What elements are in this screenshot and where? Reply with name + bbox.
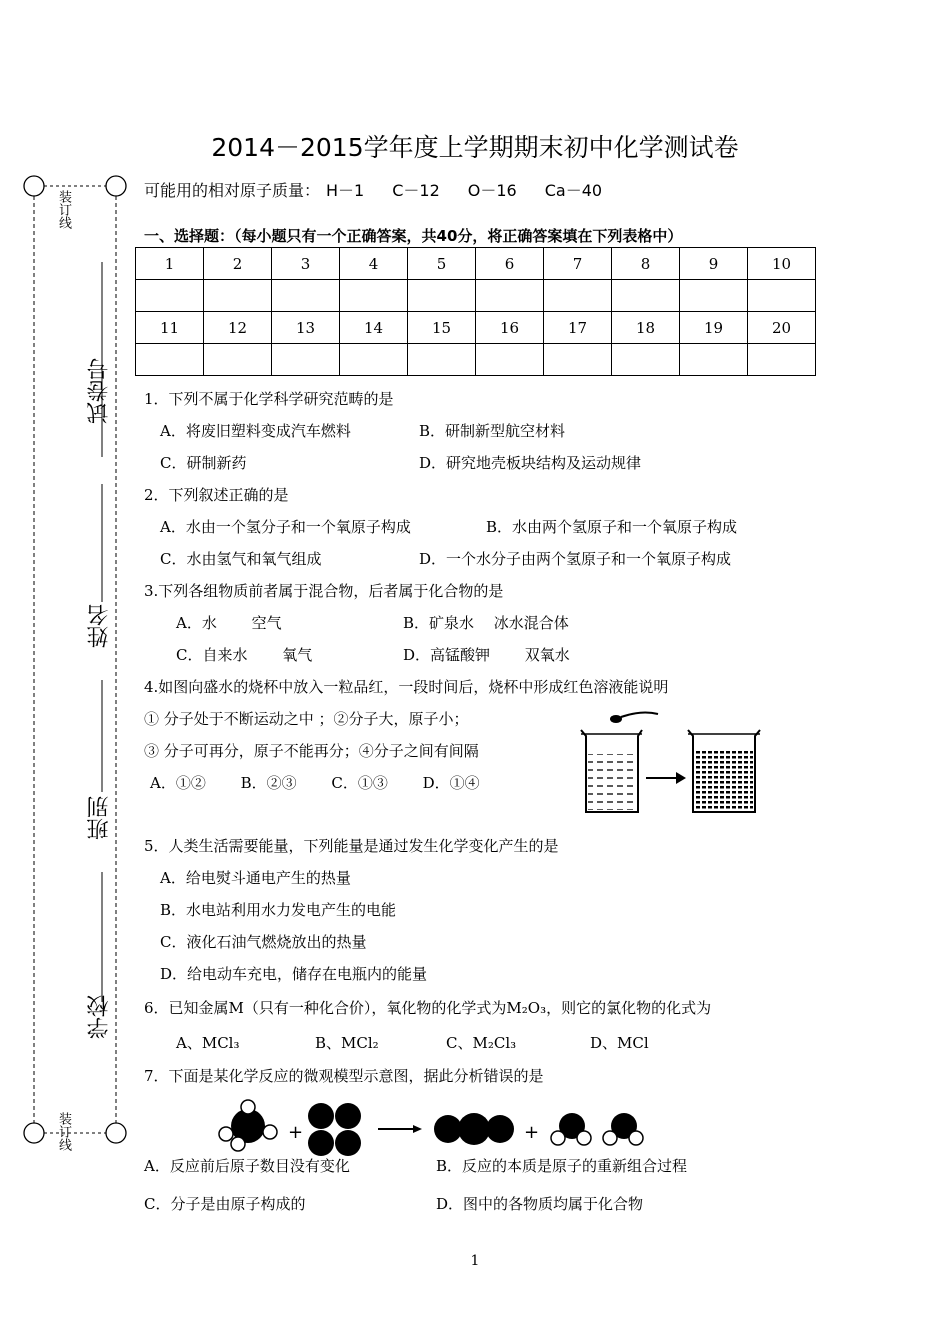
question-4-statement-2: ③ 分子可再分，原子不能再分；④分子之间有间隔 xyxy=(144,742,479,760)
question-5-option-b: B．水电站利用水力发电产生的电能 xyxy=(160,901,397,919)
table-cell: 6 xyxy=(476,248,544,280)
atomic-mass-line xyxy=(144,178,630,201)
answer-cell[interactable] xyxy=(204,280,272,312)
answer-cell[interactable] xyxy=(612,344,680,376)
question-7-option-b: B．反应的本质是原子的重新组合过程 xyxy=(436,1157,688,1175)
answer-cell[interactable] xyxy=(272,344,340,376)
table-cell: 8 xyxy=(612,248,680,280)
answer-cell[interactable] xyxy=(408,344,476,376)
question-1-option-a: A．将废旧塑料变成汽车燃料 xyxy=(160,422,351,440)
table-cell: 12 xyxy=(204,312,272,344)
table-cell: 14 xyxy=(340,312,408,344)
question-1-stem: 1．下列不属于化学科学研究范畴的是 xyxy=(144,390,394,408)
answer-cell[interactable] xyxy=(408,280,476,312)
table-cell: 18 xyxy=(612,312,680,344)
answer-cell[interactable] xyxy=(136,344,204,376)
answer-cell[interactable] xyxy=(544,280,612,312)
name-label: 姓名 xyxy=(87,604,112,648)
table-cell: 16 xyxy=(476,312,544,344)
binding-line-label-top: 装订线 xyxy=(56,190,71,229)
answer-cell[interactable] xyxy=(476,280,544,312)
answer-cell[interactable] xyxy=(680,344,748,376)
question-3-option-c: C．自来水 氧气 xyxy=(176,646,313,664)
table-cell: 1 xyxy=(136,248,204,280)
answer-cell[interactable] xyxy=(680,280,748,312)
question-3-option-a: A．水 空气 xyxy=(176,614,282,632)
question-4-statement-1: ① 分子处于不断运动之中 ；②分子大，原子小； xyxy=(144,710,469,728)
table-cell: 9 xyxy=(680,248,748,280)
section-heading-choice: 一、选择题：（每小题只有一个正确答案，共40分，将正确答案填在下列表格中） xyxy=(144,227,683,245)
question-4-options: A．①② B．②③ C．①③ D．①④ xyxy=(150,774,480,792)
question-6-stem: 6．已知金属M（只有一种化合价），氧化物的化学式为M₂O₃，则它的氯化物的化式为 xyxy=(144,999,712,1017)
binding-margin-frame xyxy=(20,172,135,1144)
exam-number-label: 试卷号 xyxy=(87,358,112,424)
question-1-option-c: C．研制新药 xyxy=(160,454,247,472)
answer-cell[interactable] xyxy=(612,280,680,312)
table-cell: 3 xyxy=(272,248,340,280)
question-2-stem: 2．下列叙述正确的是 xyxy=(144,486,289,504)
question-2-option-d: D．一个水分子由两个氢原子和一个氧原子构成 xyxy=(419,550,732,568)
table-cell: 15 xyxy=(408,312,476,344)
reaction-model-diagram xyxy=(210,1098,660,1160)
question-5-option-d: D．给电动车充电，储存在电瓶内的能量 xyxy=(160,965,428,983)
answer-table-blank-row xyxy=(136,344,816,376)
question-3-option-b: B．矿泉水 冰水混合体 xyxy=(403,614,569,632)
molecule-product-1-icon xyxy=(434,1113,514,1145)
question-3-option-d: D．高锰酸钾 双氧水 xyxy=(403,646,570,664)
question-6-option-d: D、MCl xyxy=(590,1034,649,1052)
answer-table-number-row xyxy=(136,312,816,344)
table-cell: 19 xyxy=(680,312,748,344)
table-cell: 7 xyxy=(544,248,612,280)
school-label: 学校 xyxy=(87,995,112,1039)
answer-table-number-row xyxy=(136,248,816,280)
question-5-option-c: C．液化石油气燃烧放出的热量 xyxy=(160,933,367,951)
question-6-option-c: C、M₂Cl₃ xyxy=(446,1034,517,1052)
question-6-option-a: A、MCl₃ xyxy=(176,1034,240,1052)
table-cell: 20 xyxy=(748,312,816,344)
question-1-option-b: B．研制新型航空材料 xyxy=(419,422,566,440)
question-4-stem: 4.如图向盛水的烧杯中放入一粒品红，一段时间后，烧杯中形成红色溶液能说明 xyxy=(144,678,669,696)
svg-text:+: + xyxy=(524,1122,540,1143)
question-2-option-c: C．水由氢气和氧气组成 xyxy=(160,550,322,568)
table-cell: 13 xyxy=(272,312,340,344)
water-left xyxy=(588,754,636,810)
molecule-product-2-icon xyxy=(551,1113,591,1145)
question-7-stem: 7．下面是某化学反应的微观模型示意图，据此分析错误的是 xyxy=(144,1067,544,1085)
answer-cell[interactable] xyxy=(204,344,272,376)
page-number: 1 xyxy=(470,1253,480,1269)
class-label: 班别 xyxy=(87,796,112,840)
atomic-mass-o: O－16 xyxy=(467,181,517,200)
table-cell: 4 xyxy=(340,248,408,280)
answer-cell[interactable] xyxy=(136,280,204,312)
question-5-option-a: A．给电熨斗通电产生的热量 xyxy=(160,869,351,887)
water-right-colored xyxy=(695,750,753,810)
atomic-mass-label: 可能用的相对原子质量： xyxy=(144,181,321,200)
binding-line-label-bottom: 装订线 xyxy=(56,1112,71,1151)
answer-table-blank-row xyxy=(136,280,816,312)
table-cell: 17 xyxy=(544,312,612,344)
molecule-reactant-2-icon xyxy=(308,1103,361,1156)
table-cell: 11 xyxy=(136,312,204,344)
answer-table xyxy=(135,247,816,376)
atomic-mass-ca: Ca－40 xyxy=(544,181,603,200)
question-2-option-a: A．水由一个氢分子和一个氧原子构成 xyxy=(160,518,411,536)
page-title: 2014－2015学年度上学期期末初中化学测试卷 xyxy=(211,133,739,162)
question-6-option-b: B、MCl₂ xyxy=(315,1034,379,1052)
question-7-option-a: A．反应前后原子数目没有变化 xyxy=(144,1157,350,1175)
beaker-diffusion-illustration xyxy=(576,710,766,818)
svg-text:+: + xyxy=(288,1122,304,1143)
question-2-option-b: B．水由两个氢原子和一个氧原子构成 xyxy=(486,518,738,536)
question-3-stem: 3.下列各组物质前者属于混合物，后者属于化合物的是 xyxy=(144,582,504,600)
atomic-mass-c: C－12 xyxy=(392,181,440,200)
dye-pellet-icon xyxy=(610,715,622,723)
question-5-stem: 5．人类生活需要能量，下列能量是通过发生化学变化产生的是 xyxy=(144,837,559,855)
table-cell: 5 xyxy=(408,248,476,280)
table-cell: 2 xyxy=(204,248,272,280)
answer-cell[interactable] xyxy=(748,280,816,312)
answer-cell[interactable] xyxy=(544,344,612,376)
answer-cell[interactable] xyxy=(748,344,816,376)
table-cell: 10 xyxy=(748,248,816,280)
answer-cell[interactable] xyxy=(272,280,340,312)
answer-cell[interactable] xyxy=(476,344,544,376)
answer-cell[interactable] xyxy=(340,344,408,376)
molecule-reactant-1-icon xyxy=(219,1100,277,1151)
question-7-option-c: C．分子是由原子构成的 xyxy=(144,1195,306,1213)
question-7-option-d: D．图中的各物质均属于化合物 xyxy=(436,1195,644,1213)
question-1-option-d: D．研究地壳板块结构及运动规律 xyxy=(419,454,642,472)
molecule-product-3-icon xyxy=(603,1113,643,1145)
atomic-mass-h: H－1 xyxy=(326,181,365,200)
answer-cell[interactable] xyxy=(340,280,408,312)
